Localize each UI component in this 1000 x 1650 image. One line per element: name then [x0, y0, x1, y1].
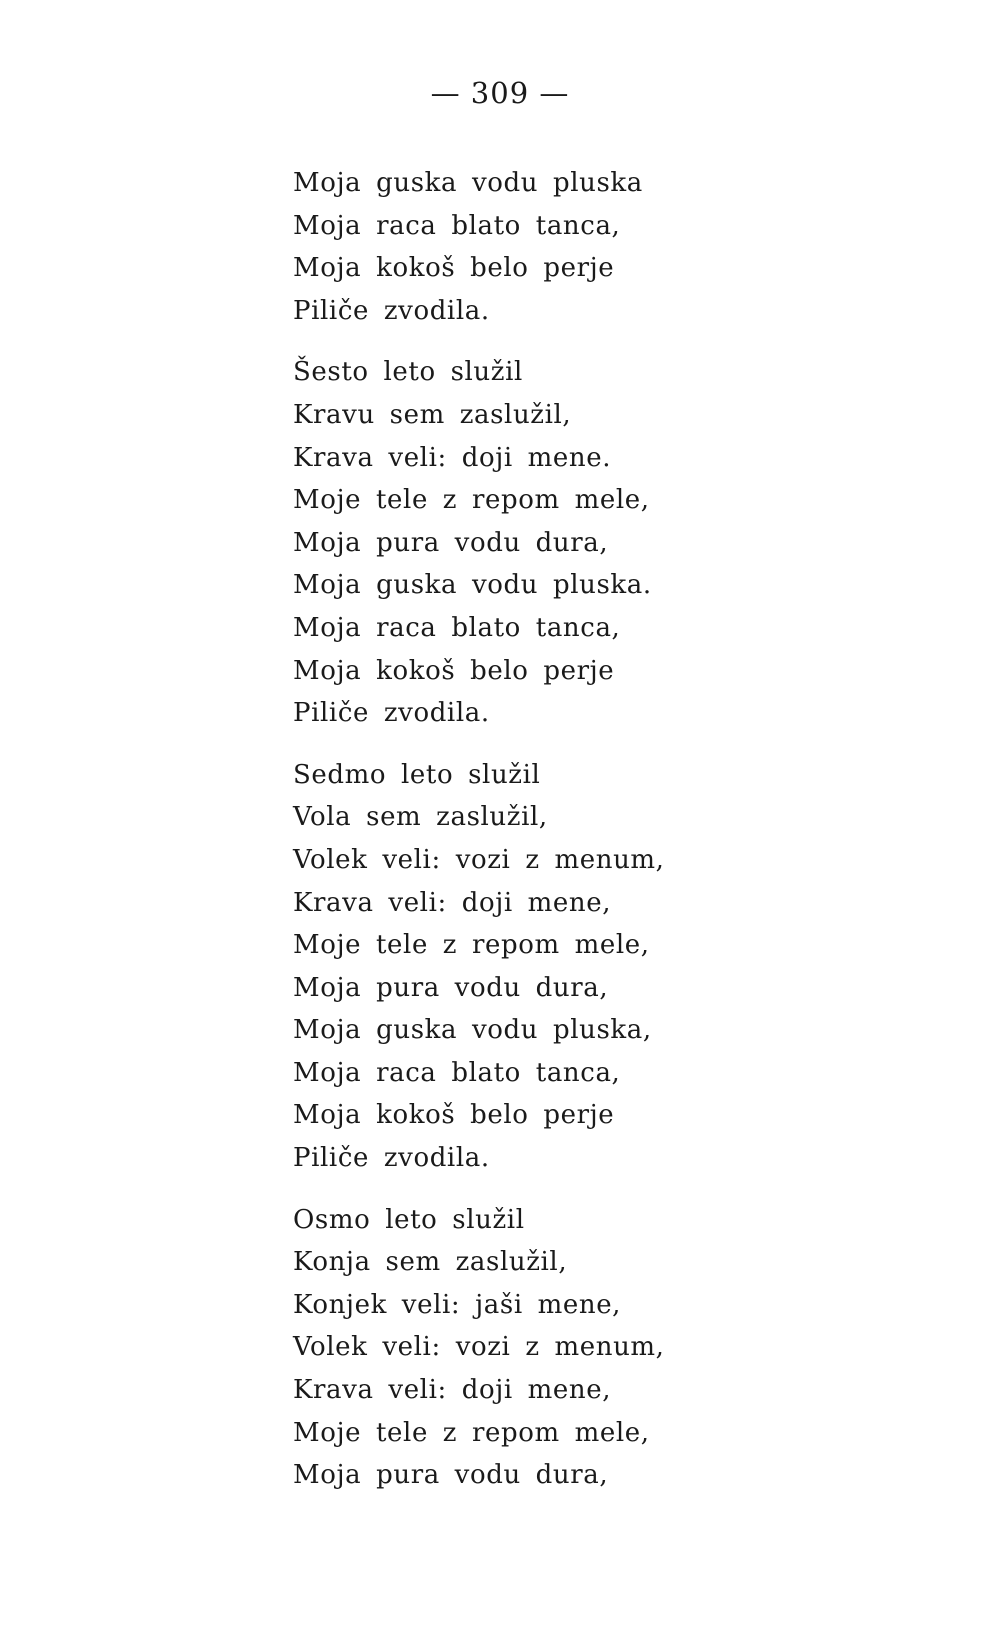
stanza-4: [293, 1199, 933, 1497]
poem-line: Konjek veli: jaši mene,: [293, 1289, 622, 1320]
poem-line: Moja guska vodu pluska.: [293, 570, 652, 601]
stanza-2: [293, 351, 933, 734]
page-number: — 309 —: [430, 76, 570, 110]
stanza-1: [293, 162, 933, 332]
poem-line: Moja kokoš belo perje: [293, 655, 615, 686]
poem-line: Krava veli: doji mene.: [293, 442, 612, 473]
poem-line: Konja sem zaslužil,: [293, 1247, 568, 1278]
poem-line: Moja kokoš belo perje: [293, 1100, 615, 1131]
poem-line: Moja kokoš belo perje: [293, 253, 615, 284]
poem-line: Moja guska vodu pluska: [293, 168, 643, 198]
poem-line: Moja pura vodu dura,: [293, 527, 609, 558]
poem-line: Kravu sem zaslužil,: [293, 399, 572, 430]
poem-line: Šesto leto služil: [293, 357, 523, 388]
poem-body: [293, 162, 933, 1497]
poem-line: Moja pura vodu dura,: [293, 1460, 609, 1491]
stanza-3: [293, 754, 933, 1180]
poem-line: Moje tele z repom mele,: [293, 1417, 650, 1448]
poem-line: Moja raca blato tanca,: [293, 210, 621, 241]
poem-line: Volek veli: vozi z menum,: [293, 1332, 665, 1363]
poem-line: Moja raca blato tanca,: [293, 612, 621, 643]
poem-line: Moje tele z repom mele,: [293, 485, 650, 516]
poem-line: Piliče zvodila.: [293, 295, 490, 326]
poem-line: Krava veli: doji mene,: [293, 887, 612, 918]
poem-line: Piliče zvodila.: [293, 1143, 490, 1174]
poem-line: Volek veli: vozi z menum,: [293, 844, 665, 875]
poem-line: Moja raca blato tanca,: [293, 1057, 621, 1088]
poem-line: Piliče zvodila.: [293, 698, 490, 729]
poem-line: Vola sem zaslužil,: [293, 802, 548, 833]
poem-line: Krava veli: doji mene,: [293, 1375, 612, 1406]
poem-line: Osmo leto služil: [293, 1204, 525, 1235]
poem-line: Moje tele z repom mele,: [293, 930, 650, 961]
poem-line: Moja pura vodu dura,: [293, 972, 609, 1003]
poem-line: Moja guska vodu pluska,: [293, 1015, 652, 1046]
poem-line: Sedmo leto služil: [293, 759, 541, 790]
